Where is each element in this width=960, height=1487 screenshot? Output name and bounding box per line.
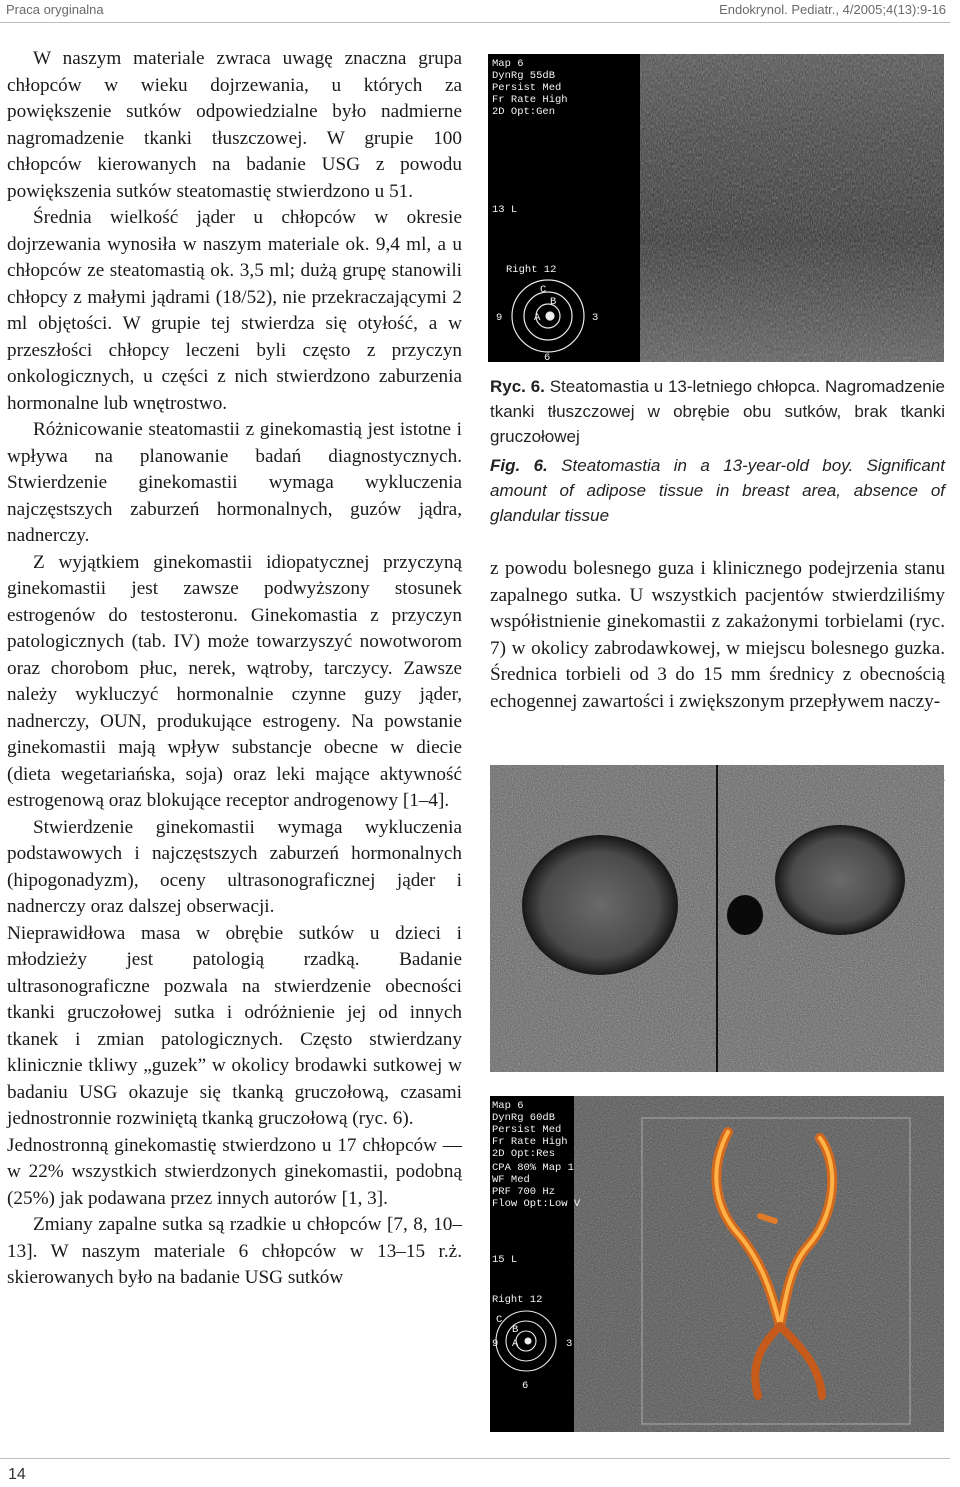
caption-polish: Ryc. 6. Steatomastia u 13-letniego chłopca. Nagromadzenie tkanki tłuszczowej w obrębie obu sutków, brak tkanki gruczołowej (490, 377, 945, 446)
svg-text:2D Opt:Gen: 2D Opt:Gen (492, 106, 556, 118)
svg-text:Persist Med: Persist Med (492, 1124, 562, 1136)
svg-text:DynRg 55dB: DynRg 55dB (492, 70, 556, 82)
svg-text:B: B (550, 296, 557, 308)
svg-text:6: 6 (544, 352, 551, 362)
paragraph-9: z powodu bolesnego guza i klinicznego podejrzenia stanu zapalnego sutka. U wszystkich pacjentów stwierdziliśmy współistnienie ginekomastii z zakażonymi torbielami (ryc. 7) w okolicy zabrodawkowej, w miejscu bolesnego guzka. Średnica torbieli od 3 do 15 mm średnicy z obecnością echogennej zawartości i zwiększonym przepływem naczy- (490, 558, 945, 712)
running-header (0, 0, 960, 22)
cyst-left (522, 835, 678, 975)
svg-text:3: 3 (592, 312, 599, 324)
svg-text:A: A (534, 312, 541, 324)
svg-text:9: 9 (492, 1338, 499, 1350)
svg-text:Map 6: Map 6 (492, 58, 524, 70)
footer-rule (0, 1458, 950, 1459)
paragraph-4: Z wyjątkiem ginekomastii idiopatycznej przyczyną ginekomastii jest zawsze podwyższony stosunek estrogenów do testosteronu. Ginekomastia z przyczyn patologicznych (tab. IV) może towarzyszyć nowotworom oraz chorobom płuc, nerek, wątroby, tarczycy. Zawsze należy wykluczyć hormonalnie czynne guzy jąder, nadnerczy, OUN, produkujące estrogeny. Na powstanie ginekomastii mają wpływ substancje obecne w diecie (dieta wegetariańska, soja) oraz leki mające aktywność estrogenową oraz blokujące receptor androgenowy [1–4]. (7, 551, 462, 811)
svg-text:CPA 80% Map 1: CPA 80% Map 1 (492, 1162, 574, 1174)
page-number: 14 (8, 1466, 26, 1483)
svg-text:15 L: 15 L (492, 1254, 518, 1266)
right-text-column (490, 556, 945, 715)
svg-text:Flow Opt:Low V: Flow Opt:Low V (492, 1198, 581, 1210)
paragraph-5: Stwierdzenie ginekomastii wymaga wykluczenia podstawowych i najczęstszych zaburzeń hormonalnych (hipogonadyzm), oceny ultrasonograficznej jąder i nadnerczy oraz dalszej obserwacji. (7, 816, 462, 917)
svg-text:DynRg 60dB: DynRg 60dB (492, 1112, 556, 1124)
svg-text:6: 6 (522, 1380, 529, 1392)
svg-text:Map 6: Map 6 (492, 1100, 524, 1112)
svg-text:Right 12: Right 12 (492, 1294, 543, 1306)
svg-text:C: C (496, 1314, 503, 1326)
header-journal-citation: Endokrynol. Pediatr., 4/2005;4(13):9-16 (719, 2, 946, 17)
header-section-label: Praca oryginalna (6, 2, 104, 17)
svg-text:13 L: 13 L (492, 204, 518, 216)
svg-text:WF Med: WF Med (492, 1174, 530, 1186)
svg-text:A: A (512, 1338, 519, 1350)
paragraph-2: Średnia wielkość jąder u chłopców w okresie dojrzewania wynosiła w naszym materiale ok. 9,4 ml, a u chłopców ze steatomastią ok. 3,5 ml; dużą grupę stanowili chłopcy z małymi jądrami (18/52), nie przekraczającymi 2 ml objętości. W grupie tej stwierdza się otyłość, a w przeszłości chłopcy leczeni byli często z przyczyn onkologicznych, u części z nich stwierdzono zaburzenia hormonalne lub wnętrostwo. (7, 207, 462, 414)
svg-text:PRF 700 Hz: PRF 700 Hz (492, 1186, 556, 1198)
svg-text:Persist Med: Persist Med (492, 82, 562, 94)
figure-6-ultrasound-image (488, 54, 944, 362)
paragraph-8: Zmiany zapalne sutka są rzadkie u chłopców [7, 8, 10–13]. W naszym materiale 6 chłopców w 13–15 r.ż. skierowanych było na badanie USG sutków (7, 1214, 462, 1288)
svg-text:B: B (512, 1324, 519, 1336)
figure-7b-doppler-image (490, 1096, 944, 1432)
paragraph-1: W naszym materiale zwraca uwagę znaczna grupa chłopców w wieku dojrzewania, u których za powiększenie sutków odpowiedzialne było nadmierne nagromadzenie tkanki tłuszczowej. W grupie 100 chłopców kierowanych na badanie USG z powodu powiększenia sutków steatomastię stwierdzono u 51. (7, 48, 462, 202)
fluid-pocket (727, 895, 763, 935)
paragraph-7: Jednostronną ginekomastię stwierdzono u 17 chłopców — w 22% wszystkich stwierdzonych ginekomastii, podobną (25%) jak podawana przez innych autorów [1, 3]. (7, 1134, 462, 1209)
paragraph-3: Różnicowanie steatomastii z ginekomastią jest istotne i wpływa na planowanie badań diagnostycznych. Stwierdzenie ginekomastii wymaga wykluczenia najczęstszych zaburzeń hormonalnych, guzów jądra, nadnerczy. (7, 419, 462, 546)
paragraph-6: Nieprawidłowa masa w obrębie sutków u dzieci i młodzieży jest patologią rzadką. Badanie ultrasonograficzne pozwala na stwierdzenie obecności tkanki gruczołowej sutka i odróżnienie jej od innych tkanek i zmian patologicznych. Często stwierdzany klinicznie tkliwy „guzek” w okolicy brodawki sutkowej w badaniu USG okazuje się tkanką gruczołową, czasami jednostronnie rozwiniętą tkanką gruczołową (ryc. 6). (7, 922, 462, 1129)
svg-text:C: C (540, 284, 547, 296)
figure-6-caption (490, 374, 945, 532)
svg-text:3: 3 (566, 1338, 573, 1350)
caption-english: Fig. 6. Steatomastia in a 13-year-old boy. Significant amount of adipose tissue in breast area, absence of glandular tissue (490, 456, 945, 525)
svg-text:9: 9 (496, 312, 503, 324)
svg-text:Right 12: Right 12 (506, 264, 557, 276)
svg-text:2D Opt:Res: 2D Opt:Res (492, 1148, 556, 1160)
left-text-column (7, 46, 462, 1292)
cyst-right (775, 825, 905, 935)
header-rule (0, 22, 950, 23)
svg-text:Fr Rate High: Fr Rate High (492, 1136, 568, 1148)
svg-text:Fr Rate High: Fr Rate High (492, 94, 568, 106)
figure-7a-ultrasound-image (490, 765, 944, 1072)
